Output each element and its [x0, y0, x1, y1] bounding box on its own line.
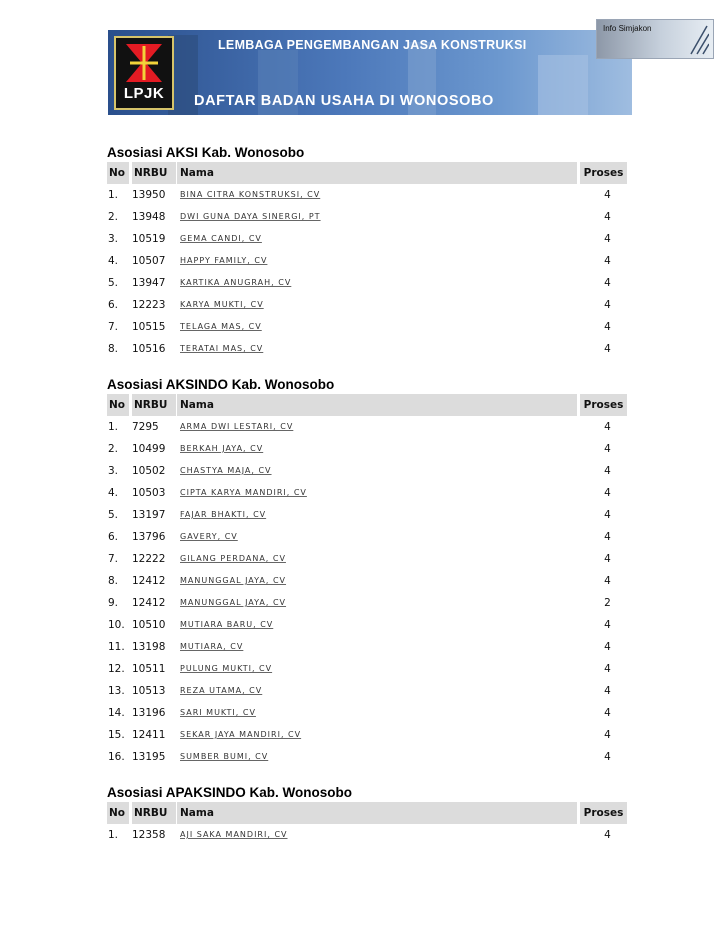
row-nama-link[interactable]: REZA UTAMA, CV: [180, 686, 263, 695]
row-proses: 4: [604, 553, 611, 565]
row-nama-link[interactable]: BINA CITRA KONSTRUKSI, CV: [180, 190, 321, 199]
row-nama-link[interactable]: KARTIKA ANUGRAH, CV: [180, 278, 292, 287]
row-nrbu: 13196: [132, 707, 166, 719]
row-nama-link[interactable]: GAVERY, CV: [180, 532, 238, 541]
logo-text: LPJK: [123, 85, 165, 102]
row-nrbu: 7295: [132, 421, 159, 433]
row-proses: 4: [604, 619, 611, 631]
row-no: 6.: [108, 299, 119, 311]
section-title: Asosiasi APAKSINDO Kab. Wonosobo: [107, 785, 353, 800]
lpjk-logo: [114, 36, 174, 110]
row-proses: 4: [604, 509, 611, 521]
row-proses: 4: [604, 343, 611, 355]
table-row: [107, 680, 627, 702]
header-no: No: [107, 802, 129, 824]
row-proses: 4: [604, 421, 611, 433]
header-banner: [108, 30, 632, 115]
row-no: 3.: [108, 233, 119, 245]
row-nrbu: 13948: [132, 211, 166, 223]
table-row: [107, 724, 627, 746]
table-row: [107, 746, 627, 768]
section-aksi: [107, 144, 627, 360]
table-row: [107, 526, 627, 548]
row-nama-link[interactable]: ARMA DWI LESTARI, CV: [180, 422, 294, 431]
row-no: 4.: [108, 487, 119, 499]
table-row: [107, 570, 627, 592]
row-proses: 4: [604, 255, 611, 267]
table-row: [107, 658, 627, 680]
row-nama-link[interactable]: GEMA CANDI, CV: [180, 234, 262, 243]
row-nrbu: 13796: [132, 531, 166, 543]
banner-subtitle: DAFTAR BADAN USAHA DI WONOSOBO: [194, 93, 494, 109]
info-simjakon-link[interactable]: [596, 19, 714, 59]
section-apaksindo: [107, 784, 627, 846]
row-no: 5.: [108, 509, 119, 521]
table-row: [107, 702, 627, 724]
row-proses: 4: [604, 729, 611, 741]
row-nrbu: 13197: [132, 509, 166, 521]
row-nrbu: 12223: [132, 299, 166, 311]
row-nama-link[interactable]: MANUNGGAL JAYA, CV: [180, 576, 287, 585]
table-row: [107, 548, 627, 570]
row-proses: 4: [604, 443, 611, 455]
section-title: Asosiasi AKSI Kab. Wonosobo: [107, 145, 305, 160]
header-proses: Proses: [580, 394, 627, 416]
table-row: [107, 636, 627, 658]
header-nrbu: NRBU: [132, 802, 176, 824]
row-nama-link[interactable]: DWI GUNA DAYA SINERGI, PT: [180, 212, 321, 221]
row-nama-link[interactable]: SEKAR JAYA MANDIRI, CV: [180, 730, 302, 739]
row-no: 2.: [108, 211, 119, 223]
row-no: 2.: [108, 443, 119, 455]
row-nrbu: 10507: [132, 255, 166, 267]
row-proses: 2: [604, 597, 611, 609]
row-no: 4.: [108, 255, 119, 267]
header-no: No: [107, 162, 129, 184]
header-nrbu: NRBU: [132, 394, 176, 416]
row-no: 1.: [108, 829, 119, 841]
table-row: [107, 824, 627, 846]
row-no: 5.: [108, 277, 119, 289]
banner-building: [538, 55, 588, 115]
row-no: 16.: [108, 751, 125, 763]
row-proses: 4: [604, 575, 611, 587]
row-nama-link[interactable]: PULUNG MUKTI, CV: [180, 664, 273, 673]
row-nrbu: 10503: [132, 487, 166, 499]
table-header: [107, 394, 627, 416]
row-nrbu: 12412: [132, 597, 166, 609]
row-no: 9.: [108, 597, 119, 609]
row-nrbu: 13947: [132, 277, 166, 289]
table-row: [107, 228, 627, 250]
row-nama-link[interactable]: SUMBER BUMI, CV: [180, 752, 269, 761]
row-proses: 4: [604, 685, 611, 697]
row-proses: 4: [604, 829, 611, 841]
row-proses: 4: [604, 233, 611, 245]
banner-title: LEMBAGA PENGEMBANGAN JASA KONSTRUKSI: [218, 38, 527, 52]
header-nama: Nama: [177, 162, 577, 184]
table-header: [107, 802, 627, 824]
row-no: 13.: [108, 685, 125, 697]
section-aksindo: [107, 376, 627, 768]
row-nama-link[interactable]: TELAGA MAS, CV: [180, 322, 262, 331]
row-nama-link[interactable]: HAPPY FAMILY, CV: [180, 256, 268, 265]
table-row: [107, 250, 627, 272]
row-nama-link[interactable]: TERATAI MAS, CV: [180, 344, 264, 353]
header-no: No: [107, 394, 129, 416]
row-proses: 4: [604, 531, 611, 543]
row-no: 10.: [108, 619, 125, 631]
row-nama-link[interactable]: AJI SAKA MANDIRI, CV: [180, 830, 288, 839]
row-nrbu: 10515: [132, 321, 166, 333]
row-no: 12.: [108, 663, 125, 675]
row-nrbu: 10519: [132, 233, 166, 245]
table-row: [107, 460, 627, 482]
row-proses: 4: [604, 321, 611, 333]
row-proses: 4: [604, 641, 611, 653]
row-proses: 4: [604, 707, 611, 719]
section-title: Asosiasi AKSINDO Kab. Wonosobo: [107, 377, 335, 392]
row-nrbu: 13198: [132, 641, 166, 653]
row-no: 1.: [108, 421, 119, 433]
row-nama-link[interactable]: SARI MUKTI, CV: [180, 708, 256, 717]
row-no: 8.: [108, 575, 119, 587]
header-nama: Nama: [177, 802, 577, 824]
row-nrbu: 10513: [132, 685, 166, 697]
row-nrbu: 12412: [132, 575, 166, 587]
row-no: 3.: [108, 465, 119, 477]
row-proses: 4: [604, 277, 611, 289]
row-no: 11.: [108, 641, 125, 653]
row-nrbu: 10511: [132, 663, 166, 675]
table-row: [107, 294, 627, 316]
row-proses: 4: [604, 189, 611, 201]
row-no: 1.: [108, 189, 119, 201]
table-row: [107, 482, 627, 504]
row-proses: 4: [604, 465, 611, 477]
row-proses: 4: [604, 663, 611, 675]
table-row: [107, 316, 627, 338]
row-nama-link[interactable]: CHASTYA MAJA, CV: [180, 466, 272, 475]
row-nama-link[interactable]: CIPTA KARYA MANDIRI, CV: [180, 488, 307, 497]
row-nrbu: 12222: [132, 553, 166, 565]
row-nrbu: 12358: [132, 829, 166, 841]
row-nama-link[interactable]: GILANG PERDANA, CV: [180, 554, 286, 563]
header-nrbu: NRBU: [132, 162, 176, 184]
header-proses: Proses: [580, 802, 627, 824]
row-nama-link[interactable]: MUTIARA, CV: [180, 642, 244, 651]
info-graphic-icon: [689, 24, 709, 56]
table-row: [107, 184, 627, 206]
row-nama-link[interactable]: MUTIARA BARU, CV: [180, 620, 274, 629]
lpjk-logo-mark-icon: [124, 42, 164, 84]
table-row: [107, 272, 627, 294]
row-no: 14.: [108, 707, 125, 719]
row-no: 15.: [108, 729, 125, 741]
row-no: 7.: [108, 321, 119, 333]
table-row: [107, 592, 627, 614]
row-nama-link[interactable]: BERKAH JAYA, CV: [180, 444, 264, 453]
row-nama-link[interactable]: FAJAR BHAKTI, CV: [180, 510, 267, 519]
header-nama: Nama: [177, 394, 577, 416]
row-no: 7.: [108, 553, 119, 565]
row-nrbu: 10516: [132, 343, 166, 355]
row-nama-link[interactable]: KARYA MUKTI, CV: [180, 300, 264, 309]
table-header: [107, 162, 627, 184]
row-nrbu: 13195: [132, 751, 166, 763]
info-simjakon-label: Info Simjakon: [603, 24, 652, 33]
row-proses: 4: [604, 299, 611, 311]
table-row: [107, 438, 627, 460]
table-row: [107, 504, 627, 526]
row-proses: 4: [604, 211, 611, 223]
row-nrbu: 10502: [132, 465, 166, 477]
row-proses: 4: [604, 487, 611, 499]
row-nrbu: 10510: [132, 619, 166, 631]
table-row: [107, 206, 627, 228]
row-nama-link[interactable]: MANUNGGAL JAYA, CV: [180, 598, 287, 607]
row-nrbu: 12411: [132, 729, 166, 741]
row-no: 8.: [108, 343, 119, 355]
row-proses: 4: [604, 751, 611, 763]
row-nrbu: 13950: [132, 189, 166, 201]
table-row: [107, 614, 627, 636]
row-nrbu: 10499: [132, 443, 166, 455]
table-row: [107, 416, 627, 438]
table-row: [107, 338, 627, 360]
header-proses: Proses: [580, 162, 627, 184]
row-no: 6.: [108, 531, 119, 543]
